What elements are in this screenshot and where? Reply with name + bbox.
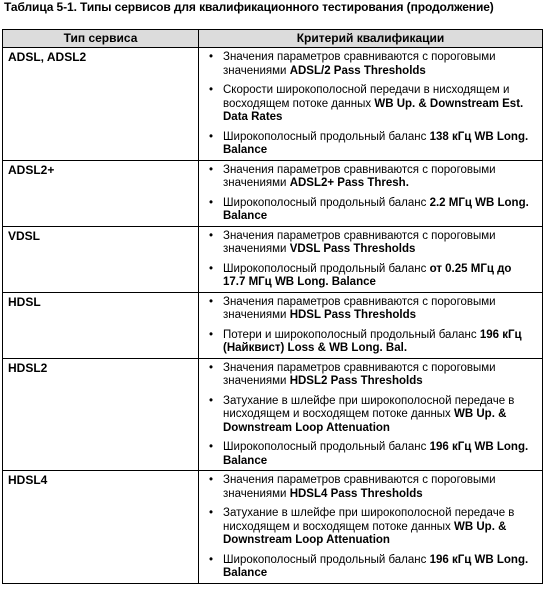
- criterion-list: [208, 51, 536, 158]
- criterion-parameter: VDSL Pass Thresholds: [289, 243, 416, 255]
- criterion-text: Скорости широкополосной передачи в нисходящем и восходящем потоке данных: [223, 84, 510, 110]
- header-service-type: Тип сервиса: [3, 30, 199, 48]
- criterion-parameter: WB Up. & Downstream Loop Attenuation: [223, 520, 507, 546]
- criterion-text: Значения параметров сравниваются с пороговыми значениями: [223, 163, 496, 189]
- criterion-parameter: от 0.25 МГц до 17.7 МГц WB Long. Balance: [223, 262, 512, 288]
- criterion-item: [208, 230, 536, 257]
- criterion-text: Значения параметров сравниваются с пороговыми значениями: [223, 51, 496, 77]
- criterion-text: Затухание в шлейфе при широкополосной передаче в нисходящем и восходящем потоке данных: [223, 394, 515, 420]
- bullet-icon: •: [209, 84, 214, 96]
- criterion-item: [208, 84, 536, 125]
- criterion-cell: [199, 226, 543, 292]
- criterion-item: [208, 197, 536, 224]
- bullet-icon: •: [209, 262, 214, 275]
- criterion-cell: [199, 292, 543, 358]
- criterion-text: Потери и широкополосный продольный баланс: [223, 328, 480, 341]
- bullet-icon: •: [209, 361, 214, 374]
- criterion-parameter: WB Up. & Downstream Est. Data Rates: [223, 97, 524, 123]
- criterion-parameter: 196 кГц (Найквист) Loss & WB Long. Bal.: [223, 328, 522, 354]
- criterion-list: [208, 362, 536, 469]
- service-type-cell: ADSL2+: [3, 160, 199, 226]
- criterion-item: [208, 329, 536, 356]
- criterion-list: [208, 296, 536, 356]
- bullet-icon: •: [209, 394, 214, 407]
- criterion-parameter: HDSL4 Pass Thresholds: [289, 487, 423, 500]
- criterion-parameter: HDSL Pass Thresholds: [289, 309, 417, 321]
- criterion-cell: [199, 48, 543, 161]
- criterion-text: Значения параметров сравниваются с пороговыми значениями: [223, 229, 496, 255]
- criterion-text: Затухание в шлейфе при широкополосной передаче в нисходящем и восходящем потоке данных: [223, 507, 515, 533]
- criterion-text: Значения параметров сравниваются с пороговыми значениями: [223, 295, 496, 321]
- criterion-item: [208, 395, 536, 436]
- bullet-icon: •: [209, 51, 214, 63]
- criterion-parameter: HDSL2 Pass Thresholds: [289, 375, 423, 387]
- criterion-item: [208, 131, 536, 158]
- criterion-item: [208, 263, 536, 290]
- criterion-item: [208, 296, 536, 323]
- criterion-parameter: ADSL2+ Pass Thresh.: [289, 177, 409, 189]
- table-row: [3, 358, 543, 471]
- criterion-item: [208, 441, 536, 468]
- criterion-text: Значения параметров сравниваются с пороговыми значениями: [223, 361, 496, 387]
- bullet-icon: •: [209, 229, 214, 242]
- criterion-parameter: 196 кГц WB Long. Balance: [223, 553, 529, 579]
- criterion-item: [208, 51, 536, 78]
- criterion-list: [208, 474, 536, 581]
- table-row: [3, 160, 543, 226]
- bullet-icon: •: [209, 328, 214, 341]
- criterion-cell: [199, 471, 543, 584]
- service-type-cell: ADSL, ADSL2: [3, 48, 199, 161]
- criterion-parameter: 138 кГц WB Long. Balance: [223, 130, 529, 156]
- criterion-parameter: 2.2 МГц WB Long. Balance: [223, 196, 529, 222]
- criterion-parameter: ADSL/2 Pass Thresholds: [289, 64, 426, 77]
- table-row: [3, 292, 543, 358]
- bullet-icon: •: [209, 196, 214, 209]
- criterion-text: Широкополосный продольный баланс: [223, 130, 430, 143]
- table-caption: Таблица 5-1. Типы сервисов для квалификационного тестирования (продолжение): [4, 0, 494, 14]
- criterion-parameter: 196 кГц WB Long. Balance: [223, 441, 529, 467]
- criterion-item: [208, 362, 536, 389]
- service-type-cell: HDSL: [3, 292, 199, 358]
- table-row: [3, 48, 543, 161]
- criterion-item: [208, 554, 536, 581]
- bullet-icon: •: [209, 441, 214, 453]
- criterion-item: [208, 474, 536, 501]
- criterion-list: [208, 230, 536, 290]
- criterion-item: [208, 164, 536, 191]
- bullet-icon: •: [209, 474, 214, 486]
- criterion-text: Широкополосный продольный баланс: [223, 553, 430, 566]
- criterion-text: Значения параметров сравниваются с пороговыми значениями: [223, 474, 496, 500]
- criterion-text: Широкополосный продольный баланс: [223, 262, 430, 275]
- service-type-cell: VDSL: [3, 226, 199, 292]
- bullet-icon: •: [209, 553, 214, 566]
- bullet-icon: •: [209, 163, 214, 176]
- service-type-cell: HDSL2: [3, 358, 199, 471]
- criterion-list: [208, 164, 536, 224]
- criterion-item: [208, 507, 536, 548]
- bullet-icon: •: [209, 295, 214, 308]
- criterion-text: Широкополосный продольный баланс: [223, 196, 430, 209]
- table-header-row: [3, 30, 543, 48]
- service-types-table: [2, 29, 543, 584]
- table-row: [3, 471, 543, 584]
- service-type-cell: HDSL4: [3, 471, 199, 584]
- header-qualification-criterion: Критерий квалификации: [199, 30, 543, 48]
- criterion-parameter: WB Up. & Downstream Loop Attenuation: [223, 408, 507, 434]
- criterion-cell: [199, 358, 543, 471]
- criterion-text: Широкополосный продольный баланс: [223, 441, 430, 453]
- bullet-icon: •: [209, 507, 214, 519]
- bullet-icon: •: [209, 130, 214, 143]
- criterion-cell: [199, 160, 543, 226]
- table-row: [3, 226, 543, 292]
